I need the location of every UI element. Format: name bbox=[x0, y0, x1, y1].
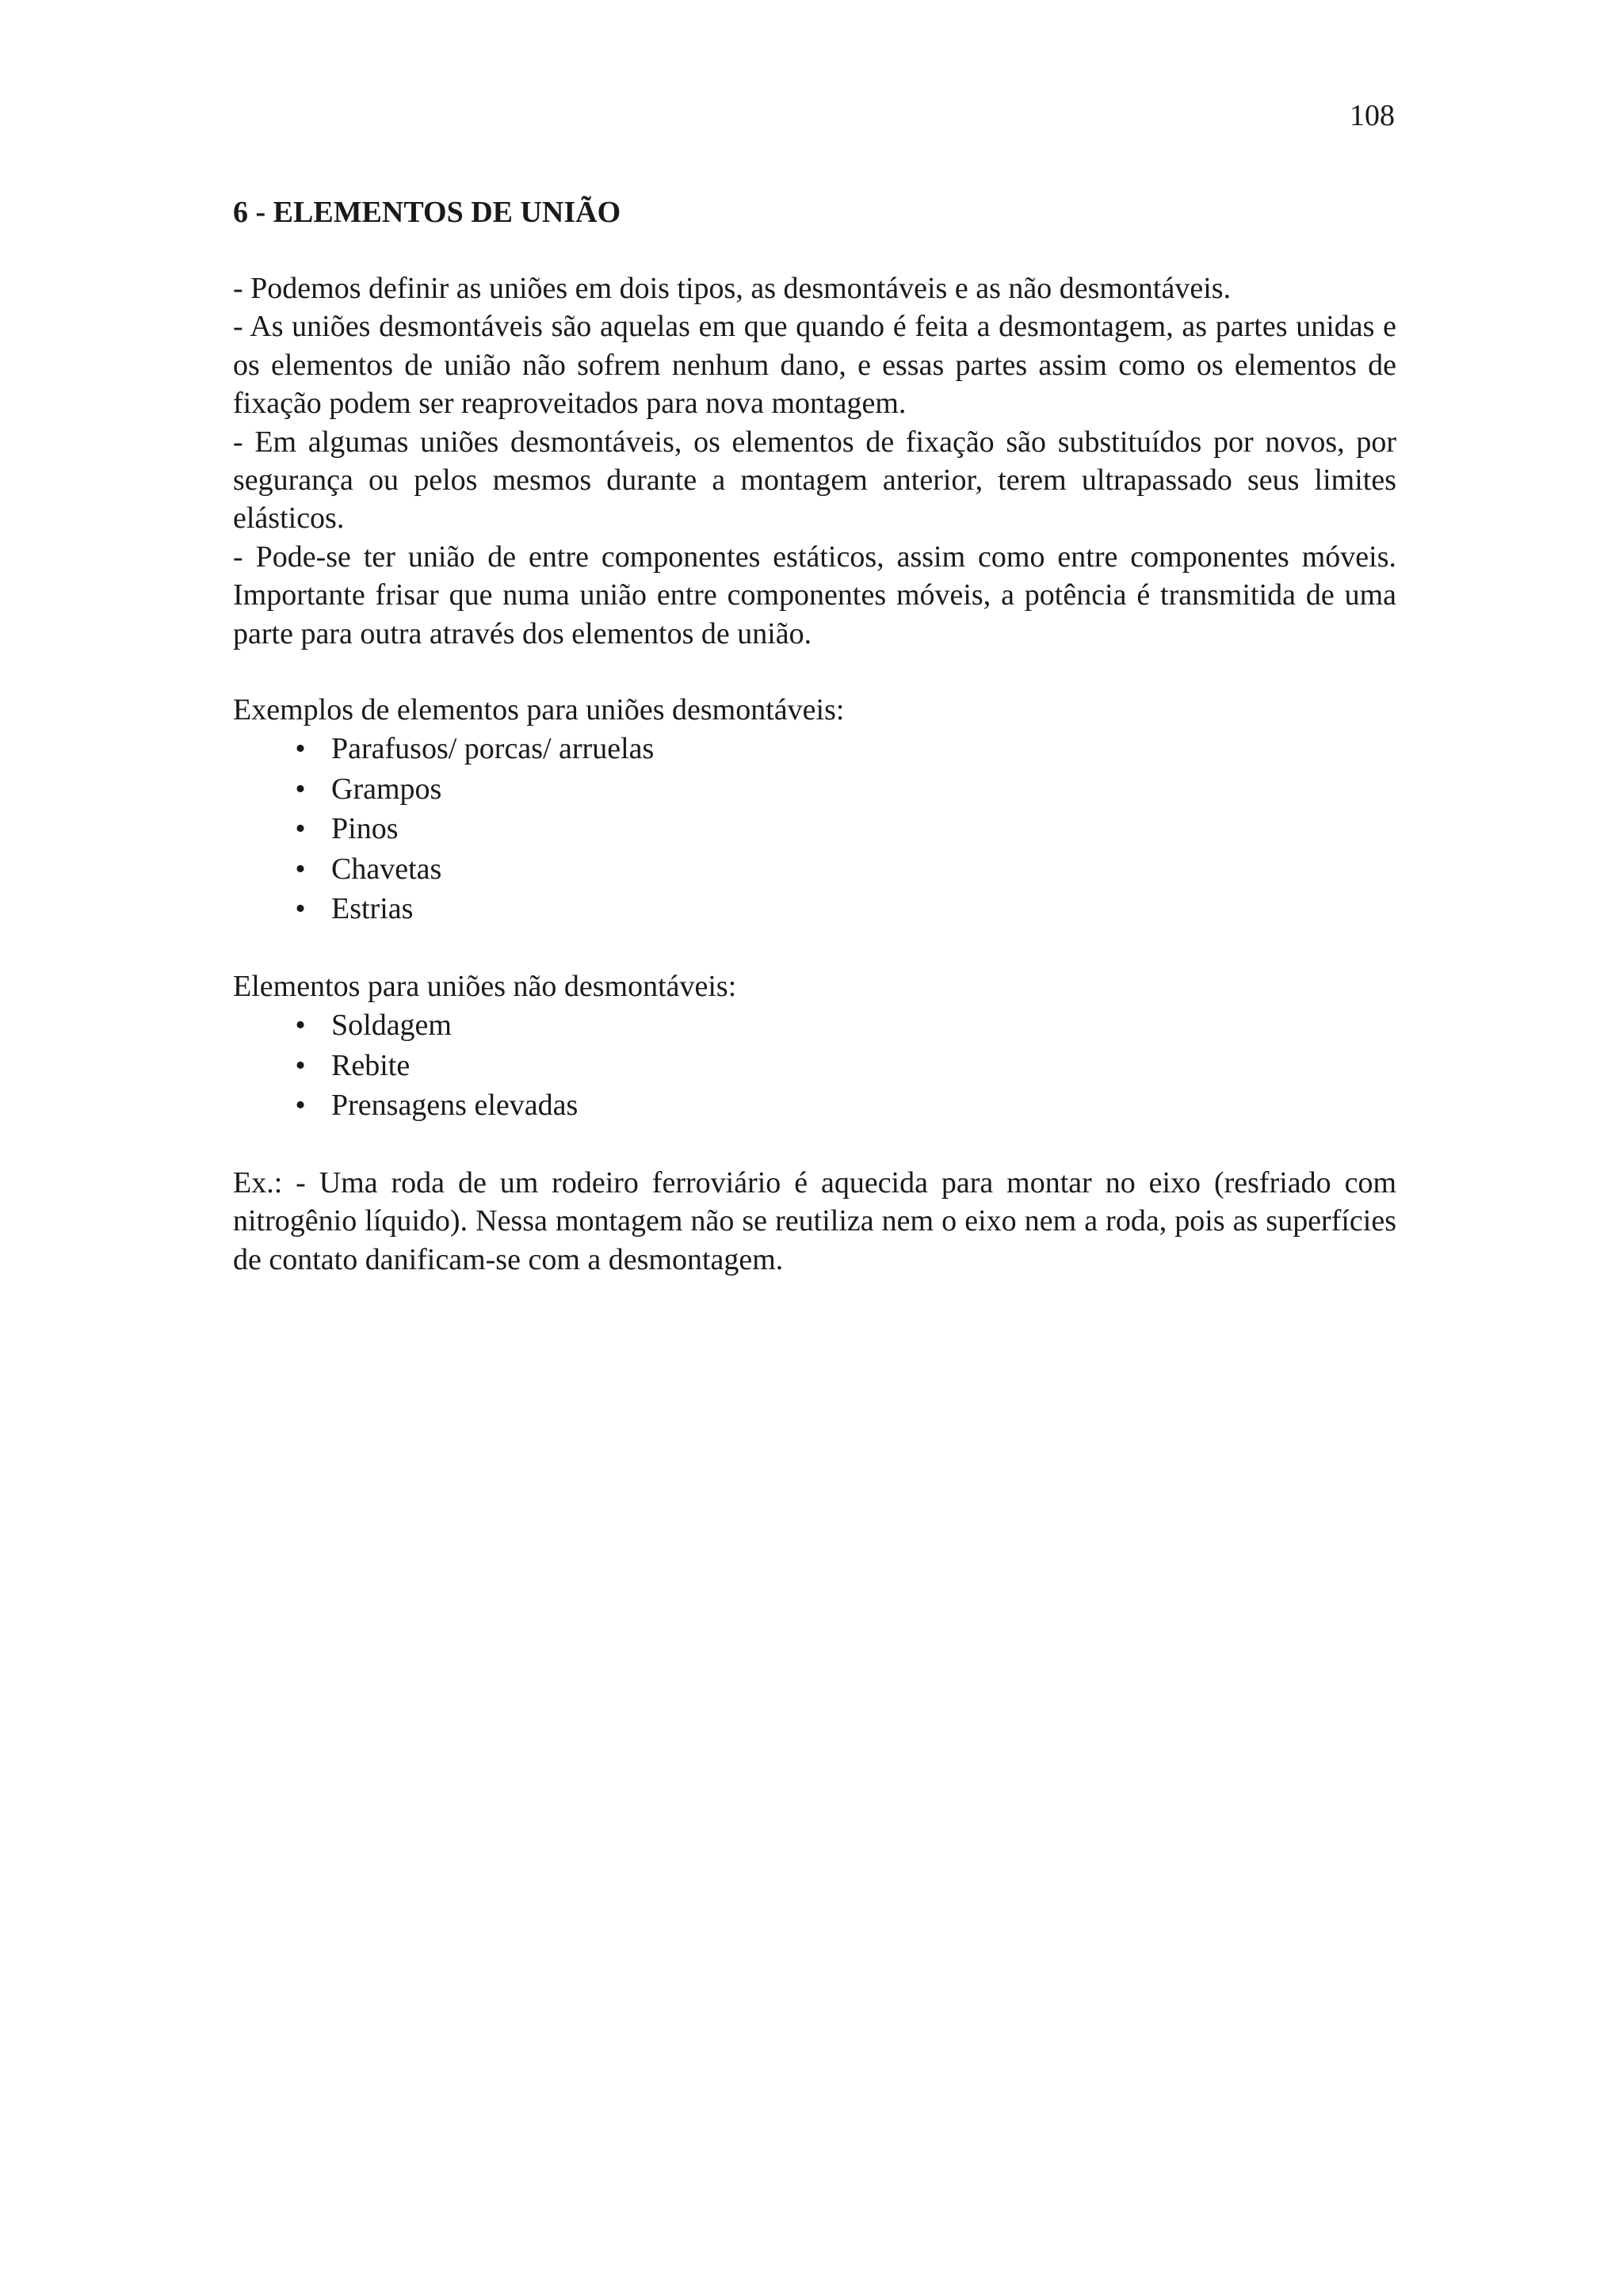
paragraph-4: - Pode-se ter união de entre componentes estáticos, assim como entre componentes móveis. Importante frisar que numa união entre componentes móveis, a potência é transmitida de uma parte para outra através dos elementos de união. bbox=[233, 540, 1396, 650]
list-item-label: Grampos bbox=[331, 772, 442, 806]
bullet-icon: • bbox=[295, 892, 306, 926]
list-intro-nao-desmontaveis: Elementos para uniões não desmontáveis: bbox=[233, 969, 737, 1003]
spacer bbox=[233, 1126, 1396, 1164]
list-item-label: Chavetas bbox=[331, 852, 442, 886]
bullet-icon: • bbox=[295, 1048, 306, 1082]
list-intro-desmontaveis: Exemplos de elementos para uniões desmontáveis: bbox=[233, 693, 845, 727]
list-item bbox=[233, 809, 1396, 849]
paragraph-1: - Podemos definir as uniões em dois tipos, as desmontáveis e as não desmontáveis. bbox=[233, 272, 1232, 305]
list-item bbox=[233, 1085, 1396, 1126]
paragraph-3: - Em algumas uniões desmontáveis, os elementos de fixação são substituídos por novos, por segurança ou pelos mesmos durante a montagem anterior, terem ultrapassado seus limites elásticos. bbox=[233, 425, 1396, 536]
list-item-label: Prensagens elevadas bbox=[331, 1089, 579, 1123]
list-item bbox=[233, 1005, 1396, 1046]
list-item bbox=[233, 729, 1396, 769]
list-nao-desmontaveis bbox=[233, 1005, 1396, 1126]
bullet-icon: • bbox=[295, 1009, 306, 1043]
list-item bbox=[233, 769, 1396, 810]
document-body bbox=[233, 193, 1396, 1279]
example-paragraph: Ex.: - Uma roda de um rodeiro ferroviário é aquecida para montar no eixo (resfriado com nitrogênio líquido). Nessa montagem não se reutiliza nem o eixo nem a roda, pois as superfícies de contato danificam-se com a desmontagem. bbox=[233, 1165, 1396, 1276]
list-desmontaveis bbox=[233, 729, 1396, 929]
bullet-icon: • bbox=[295, 1089, 306, 1123]
list-item-label: Parafusos/ porcas/ arruelas bbox=[331, 732, 655, 766]
list-item-label: Soldagem bbox=[331, 1009, 452, 1043]
spacer bbox=[233, 929, 1396, 967]
list-item-label: Rebite bbox=[331, 1048, 411, 1082]
bullet-icon: • bbox=[295, 772, 306, 806]
spacer bbox=[233, 653, 1396, 691]
bullet-icon: • bbox=[295, 812, 306, 846]
list-item bbox=[233, 1046, 1396, 1086]
paragraph-2: - As uniões desmontáveis são aquelas em que quando é feita a desmontagem, as partes unidas e os elementos de união não sofrem nenhum dano, e essas partes assim como os elementos de fixação podem ser reaproveitados para nova montagem. bbox=[233, 310, 1396, 421]
list-item bbox=[233, 889, 1396, 929]
bullet-icon: • bbox=[295, 852, 306, 886]
page-number: 108 bbox=[1350, 99, 1395, 132]
section-heading: 6 - ELEMENTOS DE UNIÃO bbox=[233, 196, 621, 229]
bullet-icon: • bbox=[295, 732, 306, 766]
list-item-label: Pinos bbox=[331, 812, 399, 846]
list-item bbox=[233, 849, 1396, 890]
list-item-label: Estrias bbox=[331, 892, 414, 926]
